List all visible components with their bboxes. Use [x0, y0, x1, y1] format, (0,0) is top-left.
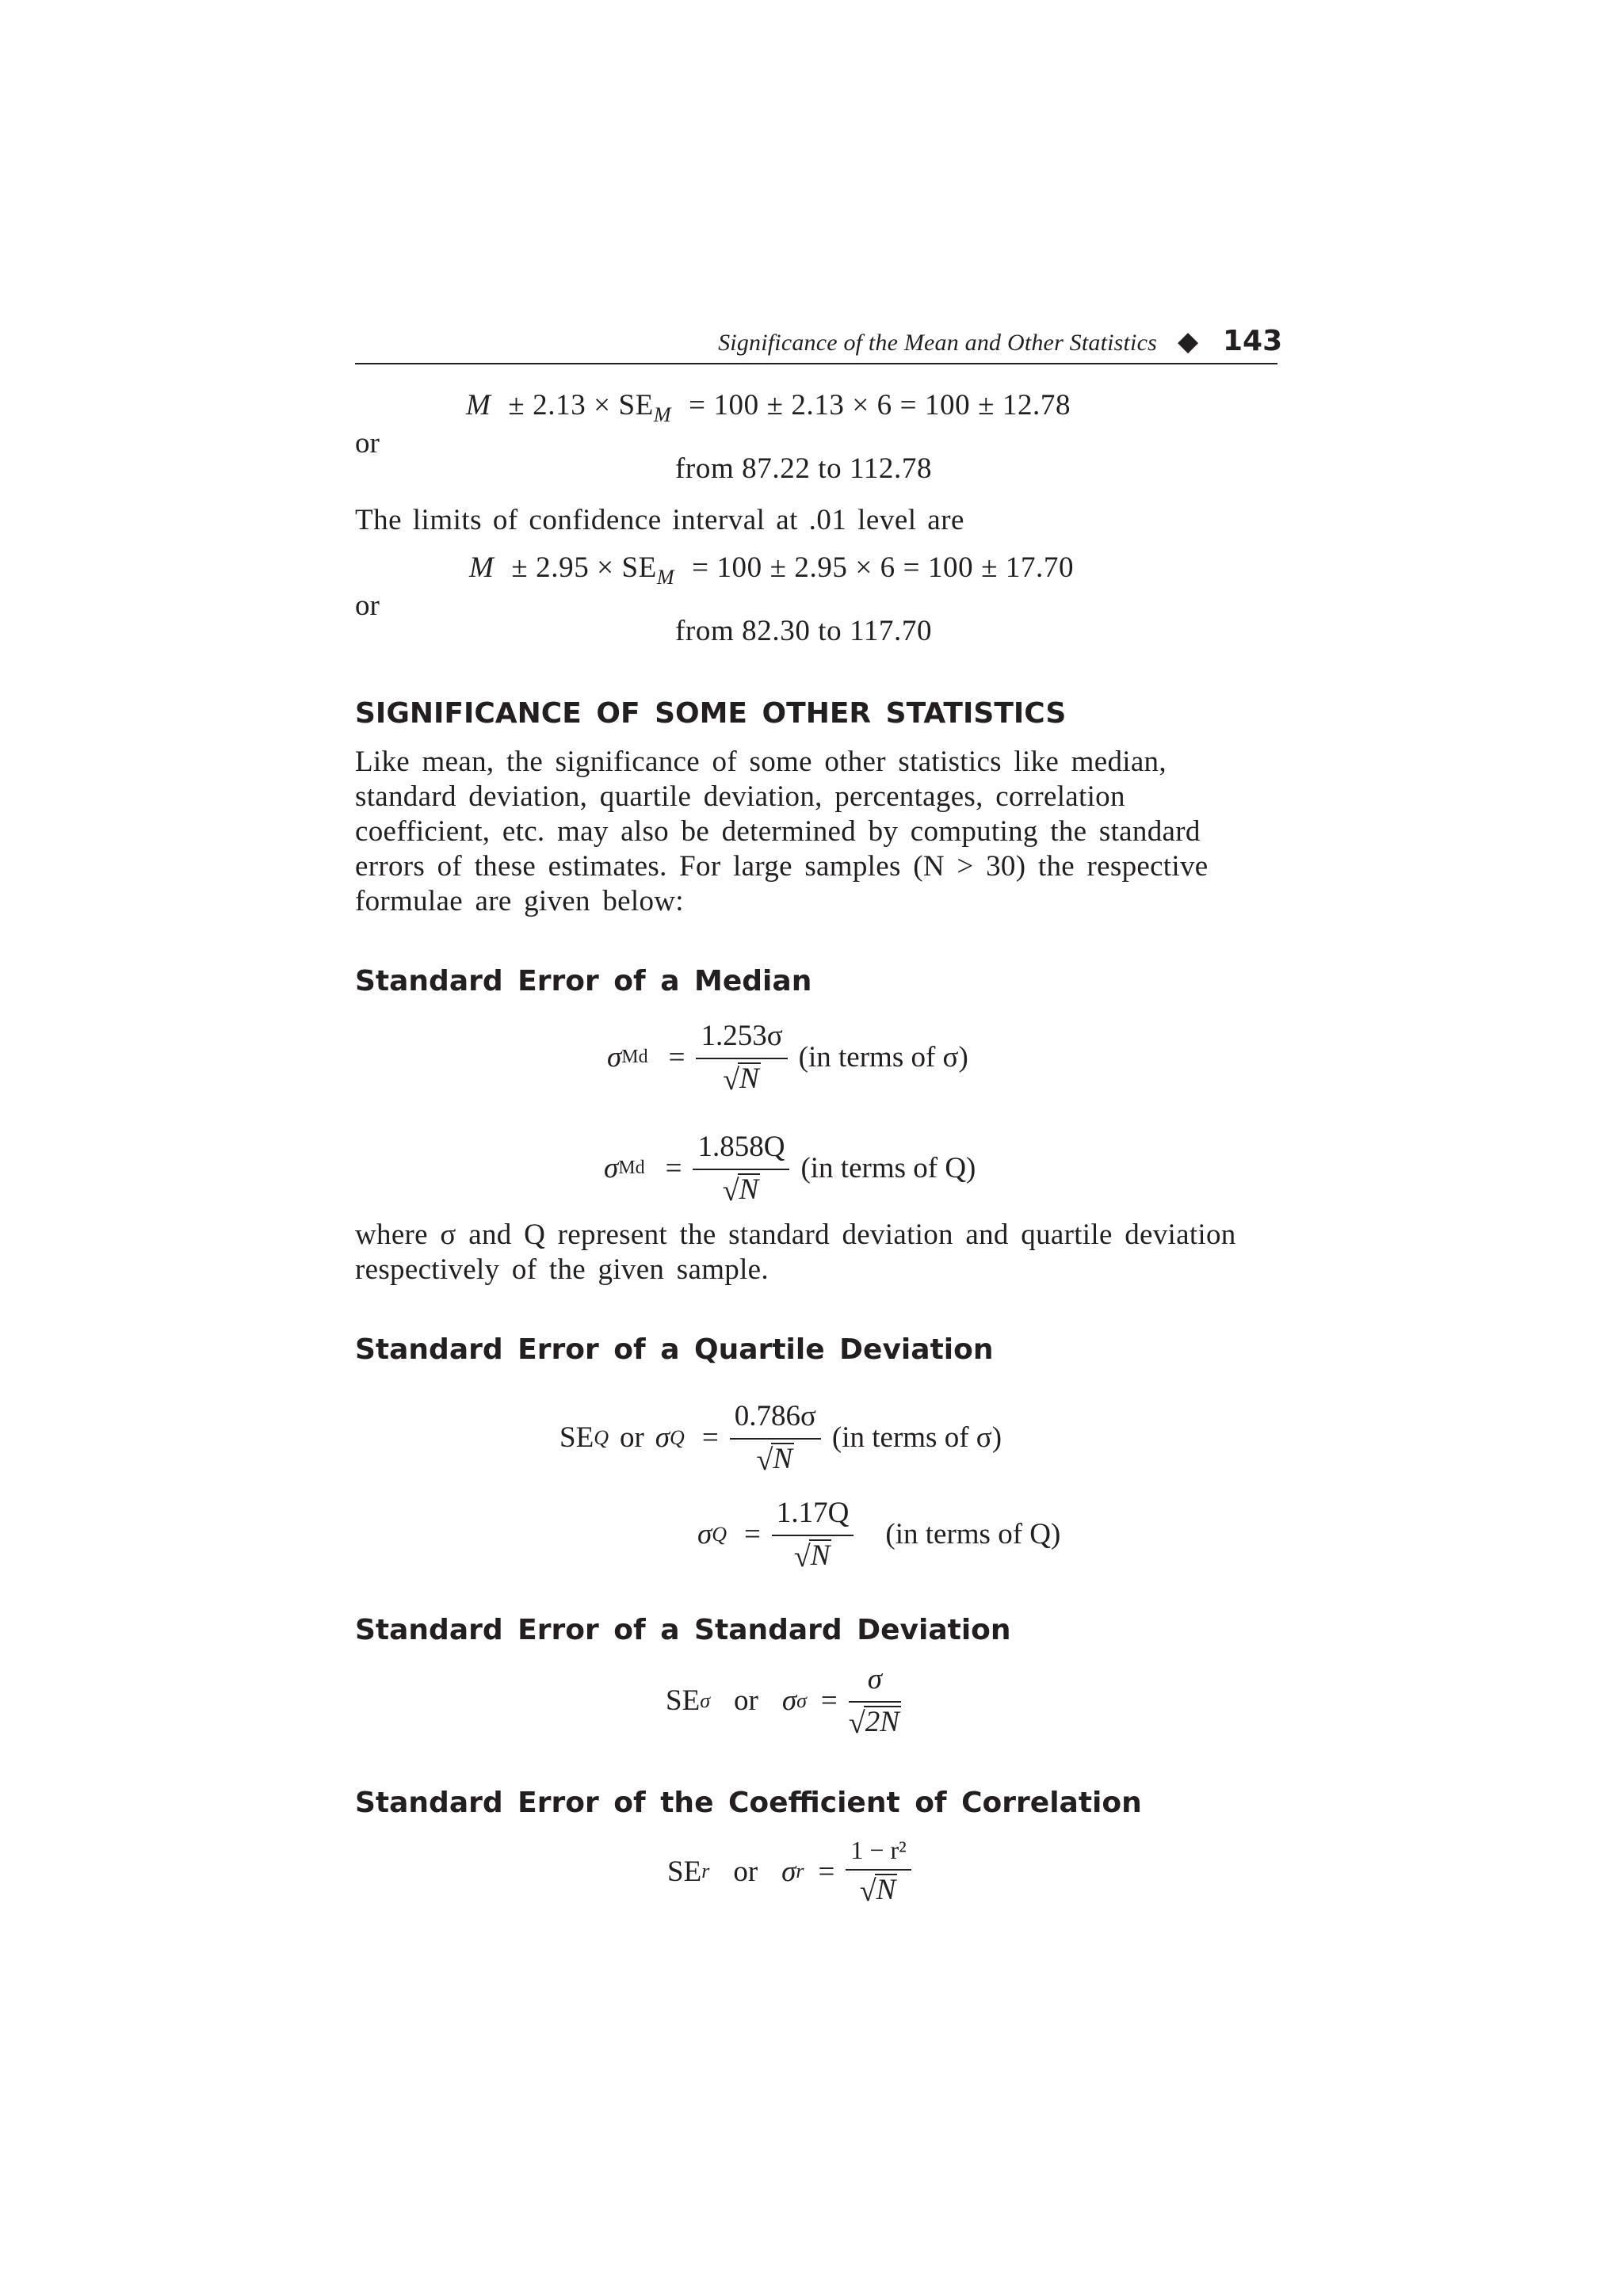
or-label: or: [355, 589, 380, 622]
page-number: 143: [1223, 325, 1283, 357]
formula-sub: σ: [796, 1688, 807, 1712]
sigma-symbol: σ: [607, 1041, 622, 1074]
intro-line: errors of these estimates. For large samples (N > 30) the respective: [355, 850, 1209, 883]
header-rule: [355, 363, 1277, 364]
corr-heading: Standard Error of the Coefficient of Correlation: [355, 1787, 1142, 1819]
eq-var: M: [469, 551, 495, 584]
fraction-numerator: σ: [849, 1664, 901, 1703]
median-heading: Standard Error of a Median: [355, 965, 812, 997]
fraction: [730, 1401, 821, 1475]
radicand: N: [739, 1173, 759, 1206]
eq-lhs: ± 2.95 × SE: [511, 551, 657, 584]
fraction-numerator: 1.858Q: [693, 1131, 789, 1170]
eq-sub: M: [656, 566, 675, 589]
radicand: 2N: [865, 1705, 899, 1738]
quartile-formula-sigma: [559, 1401, 1002, 1475]
equals-sign: =: [701, 1421, 719, 1455]
fraction: [772, 1497, 854, 1572]
confidence-equation-05: [466, 388, 1071, 427]
radicand: N: [810, 1539, 831, 1572]
sqrt-icon: √: [723, 1062, 740, 1097]
fraction-denominator: [859, 1871, 898, 1909]
intro-line: coefficient, etc. may also be determined by computing the standard: [355, 815, 1201, 848]
quartile-heading: Standard Error of a Quartile Deviation: [355, 1333, 994, 1366]
diamond-icon: ◆: [1178, 326, 1199, 357]
formula-note: (in terms of Q): [800, 1152, 976, 1185]
range-05: from 87.22 to 112.78: [675, 452, 933, 485]
fraction-denominator: [794, 1536, 832, 1572]
fraction: [693, 1131, 789, 1206]
quartile-formula-q: [697, 1497, 1060, 1572]
sigma-symbol: σ: [697, 1518, 712, 1551]
fraction: [846, 1836, 911, 1909]
radicand: N: [739, 1062, 759, 1095]
sigma-symbol: σ: [604, 1152, 619, 1185]
median-where-paragraph: [355, 1218, 1277, 1287]
fraction-denominator: [849, 1703, 901, 1738]
section-heading: SIGNIFICANCE OF SOME OTHER STATISTICS: [355, 697, 1067, 730]
fraction-denominator: [723, 1170, 761, 1206]
formula-sub: Q: [594, 1425, 609, 1449]
formula-note: (in terms of Q): [885, 1518, 1061, 1551]
radicand: N: [876, 1874, 896, 1907]
fraction: [849, 1664, 901, 1738]
fraction-denominator: [757, 1440, 795, 1475]
eq-rhs: = 100 ± 2.95 × 6 = 100 ± 17.70: [692, 551, 1075, 584]
intro-line: standard deviation, quartile deviation, percentages, correlation: [355, 780, 1125, 813]
fraction: [696, 1020, 787, 1095]
eq-rhs: = 100 ± 2.13 × 6 = 100 ± 12.78: [689, 389, 1071, 421]
confidence-equation-01: [469, 551, 1074, 589]
sqrt-icon: √: [793, 1539, 811, 1573]
fraction-numerator: 1.17Q: [772, 1497, 854, 1536]
equals-sign: =: [820, 1684, 838, 1718]
fraction-denominator: [723, 1059, 761, 1095]
formula-sub: Md: [621, 1047, 648, 1068]
radicand: N: [773, 1442, 793, 1475]
se-symbol: SE: [667, 1855, 702, 1888]
formula-sub: Md: [618, 1158, 645, 1179]
fraction-numerator: 1 − r²: [846, 1836, 911, 1871]
range-01: from 82.30 to 117.70: [675, 615, 933, 647]
se-symbol: SE: [559, 1421, 594, 1455]
sigma-symbol: σ: [781, 1684, 797, 1718]
formula-sub: r: [701, 1859, 710, 1883]
eq-lhs: ± 2.13 × SE: [508, 389, 654, 421]
median-formula-sigma: [607, 1020, 968, 1095]
equals-sign: =: [744, 1518, 761, 1551]
fraction-numerator: 1.253σ: [696, 1020, 787, 1059]
se-symbol: SE: [666, 1684, 701, 1718]
formula-note: (in terms of σ): [798, 1041, 968, 1074]
or-word: or: [733, 1855, 758, 1888]
equals-sign: =: [665, 1152, 682, 1185]
eq-sub: M: [653, 403, 672, 426]
sigma-symbol: σ: [781, 1855, 796, 1888]
formula-sub: Q: [712, 1522, 727, 1546]
or-word: or: [619, 1421, 644, 1455]
sqrt-icon: √: [859, 1875, 876, 1909]
sd-heading: Standard Error of a Standard Deviation: [355, 1614, 1011, 1646]
sigma-symbol: σ: [655, 1421, 670, 1455]
equals-sign: =: [818, 1855, 835, 1888]
sqrt-icon: √: [756, 1443, 773, 1477]
formula-sub: r: [796, 1859, 804, 1883]
intro-line: formulae are given below:: [355, 885, 684, 917]
equals-sign: =: [668, 1041, 685, 1074]
sqrt-icon: √: [848, 1706, 865, 1740]
sqrt-icon: √: [722, 1173, 739, 1207]
running-head-title: Significance of the Mean and Other Statistics: [718, 330, 1157, 356]
formula-note: (in terms of σ): [831, 1421, 1002, 1455]
formula-sub: σ: [700, 1688, 711, 1712]
formula-sub: Q: [670, 1425, 685, 1449]
corr-formula: [667, 1836, 922, 1909]
or-word: or: [734, 1684, 758, 1718]
or-label: or: [355, 427, 380, 460]
intro-paragraph: [355, 745, 1277, 919]
limits-text: The limits of confidence interval at .01 level are: [355, 504, 964, 536]
where-line: respectively of the given sample.: [355, 1253, 769, 1286]
fraction-numerator: 0.786σ: [730, 1401, 821, 1440]
median-formula-q: [604, 1131, 976, 1206]
where-line: where σ and Q represent the standard deviation and quartile deviation: [355, 1219, 1236, 1251]
sd-formula: [666, 1664, 912, 1738]
intro-line: Like mean, the significance of some other statistics like median,: [355, 746, 1167, 778]
eq-var: M: [466, 389, 491, 421]
